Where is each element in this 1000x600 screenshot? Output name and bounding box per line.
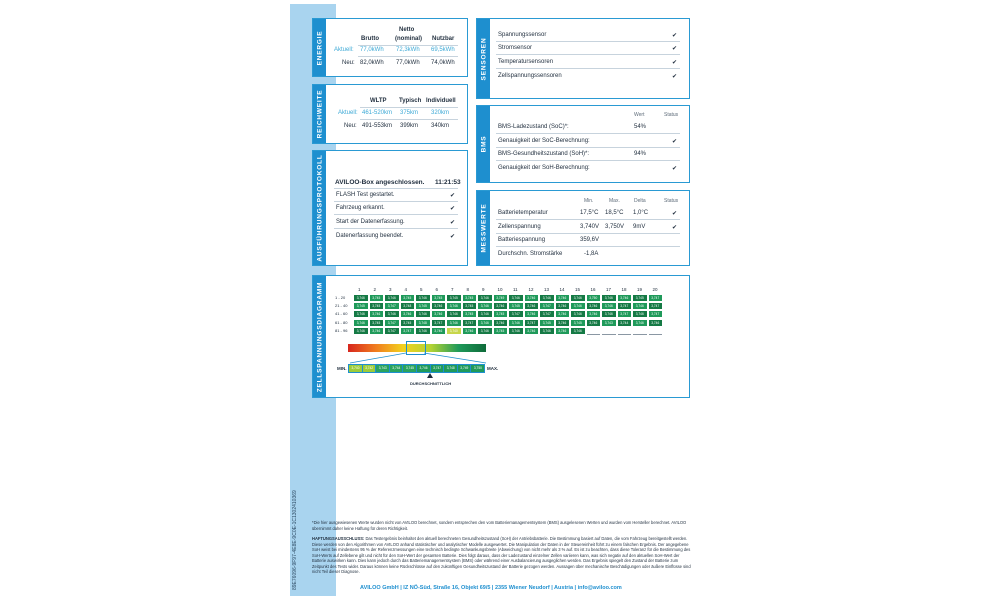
cell-value: 3,745	[370, 320, 384, 326]
average-marker-icon	[427, 373, 433, 378]
cell-value: 3,746	[556, 328, 570, 334]
reichweite-header-individuell: Individuell	[426, 98, 456, 104]
zell-title: ZELLSPANNUNGSDIAGRAMM	[316, 281, 323, 392]
check-icon: ✔	[450, 193, 456, 199]
cell-value: 3,746	[571, 303, 585, 309]
grid-column-number: 9	[482, 287, 485, 292]
messwerte-title: MESSWERTE	[480, 203, 487, 253]
cell-value: 3,747	[618, 303, 632, 309]
protokoll-item: Start der Datenerfassung.	[336, 219, 405, 225]
energie-neu-brutto: 82,0kWh	[360, 60, 384, 66]
grid-column-number: 11	[513, 287, 518, 292]
reichweite-aktuell-individuell: 320km	[431, 110, 450, 116]
empty-cell	[633, 328, 647, 335]
cell-value: 3,746	[447, 320, 461, 326]
empty-cell	[649, 328, 663, 335]
cell-value: 3,745	[401, 295, 415, 301]
protokoll-item: Fahrzeug erkannt.	[336, 205, 385, 211]
cell-value: 3,747	[385, 303, 399, 309]
scale-min-label: MIN.	[337, 366, 347, 371]
bms-title: BMS	[480, 135, 487, 153]
cell-value: 3,746	[416, 295, 430, 301]
cell-value: 3,747	[509, 311, 523, 317]
cell-value: 3,747	[649, 311, 663, 317]
cell-value: 3,746	[478, 328, 492, 334]
grid-row-label: 21 - 40	[335, 303, 348, 309]
cell-value: 3,745	[416, 303, 430, 309]
cell-value: 3,747	[463, 320, 477, 326]
energie-aktuell-netto: 72,3kWh	[396, 47, 420, 53]
cell-value: 3,746	[602, 303, 616, 309]
bms-header-status: Status	[664, 112, 679, 118]
disclaimer-title: HAFTUNGSAUSSCHLUSS:	[312, 536, 365, 541]
messwerte-zell-min: 3,740V	[580, 224, 600, 230]
cell-value: 3,746	[525, 295, 539, 301]
reichweite-neu-wltp: 491-553km	[362, 123, 393, 129]
cell-value: 3,746	[587, 311, 601, 317]
scale-value: 3,749	[458, 365, 471, 372]
grid-column-number: 16	[590, 287, 596, 292]
cell-value: 3,746	[571, 311, 585, 317]
sensoren-title: SENSOREN	[480, 37, 487, 80]
cell-value: 3,746	[525, 328, 539, 334]
cell-value: 3,747	[401, 328, 415, 334]
energie-neu-label: Neu:	[342, 60, 355, 66]
grid-column-number: 20	[652, 287, 658, 292]
cell-value: 3,747	[540, 303, 554, 309]
grid-column-number: 1	[358, 287, 361, 292]
messwerte-header-delta: Delta	[634, 198, 646, 204]
energie-header-brutto: Brutto	[361, 36, 379, 42]
cell-value: 3,746	[447, 311, 461, 317]
bms-header-wert: Wert	[634, 112, 645, 118]
disclaimer	[312, 536, 694, 575]
grid-column-number: 13	[544, 287, 550, 292]
cell-value: 3,747	[540, 311, 554, 317]
scale-value: 3,744	[390, 365, 403, 372]
cell-value: 3,746	[633, 303, 647, 309]
reichweite-aktuell-typisch: 375km	[400, 110, 419, 116]
cell-value: 3,750	[587, 295, 601, 301]
protokoll-item: FLASH Test gestartet.	[336, 192, 395, 198]
energie-title: ENERGIE	[316, 30, 323, 65]
grid-column-number: 14	[559, 287, 565, 292]
cell-value: 3,746	[432, 311, 446, 317]
reichweite-neu-label: Neu:	[344, 123, 357, 129]
cell-value: 3,746	[432, 328, 446, 334]
empty-cell	[602, 328, 616, 335]
scale-max-label: MAX.	[487, 366, 499, 371]
grid-column-number: 2	[373, 287, 377, 292]
energie-neu-nutzbar: 74,0kWh	[431, 60, 455, 66]
cell-value: 3,749	[494, 295, 508, 301]
grid-column-number: 4	[404, 287, 408, 292]
energie-header-netto: Netto	[399, 27, 415, 33]
check-icon: ✔	[450, 234, 456, 240]
cell-value: 3,746	[401, 311, 415, 317]
messwerte-strom-value: -1,8A	[584, 251, 599, 257]
cell-value: 3,746	[478, 311, 492, 317]
messwerte-zell-max: 3,750V	[605, 224, 625, 230]
cell-value: 3,745	[370, 295, 384, 301]
cell-value: 3,746	[385, 295, 399, 301]
cell-value: 3,746	[370, 328, 384, 334]
cell-value: 3,747	[649, 295, 663, 301]
messwerte-zell-label: Zellenspannung	[498, 224, 541, 230]
cell-value: 3,745	[432, 295, 446, 301]
scale-value: 3,740	[349, 365, 362, 372]
bms-soc-label: BMS-Ladezustand (SoC)*:	[498, 124, 569, 130]
protokoll-head: AVILOO-Box angeschlossen.	[335, 179, 425, 186]
messwerte-batt-label: Batteriespannung	[498, 237, 546, 243]
cell-value: 3,747	[525, 320, 539, 326]
messwerte-batt-value: 359,6V	[580, 237, 600, 243]
cell-value: 3,746	[509, 320, 523, 326]
messwerte-temp-max: 18,5°C	[605, 210, 624, 216]
energie-aktuell-label: Aktuell:	[334, 47, 354, 53]
sensoren-item: Spannungssensor	[498, 32, 547, 38]
bms-soh-label: BMS-Gesundheitszustand (SoH)*:	[498, 151, 590, 157]
grid-column-number: 17	[606, 287, 612, 292]
cell-value: 3,746	[416, 328, 430, 334]
grid-row-label: 61 - 80	[335, 319, 348, 325]
grid-column-number: 19	[637, 287, 643, 292]
cell-value: 3,746	[633, 320, 647, 326]
cell-value: 3,746	[385, 311, 399, 317]
cell-value: 3,747	[649, 303, 663, 309]
cell-value: 3,747	[385, 320, 399, 326]
cell-value: 3,745	[494, 328, 508, 334]
protokoll-time: 11:21:53	[435, 179, 461, 186]
footnote: *Die hier ausgewiesenen Werte wurden nicht von AVILOO berechnet, sondern entsprechen den vom Batteriemanagementsystem (BMS) ausgelesenen Werten und wurden vom Hersteller berechnet. AVILOO übernimmt daher keine Haftung für deren Richtigkeit.	[312, 520, 687, 531]
grid-column-number: 8	[466, 287, 470, 292]
grid-column-number: 12	[528, 287, 534, 292]
cell-value: 3,746	[370, 311, 384, 317]
cell-value: 3,746	[354, 328, 368, 334]
cell-value: 3,746	[525, 311, 539, 317]
cell-value: 3,745	[463, 295, 477, 301]
bms-soc-accuracy-label: Genauigkeit der SoC-Berechnung:	[498, 138, 590, 144]
grid-column-number: 18	[621, 287, 627, 292]
energie-aktuell-brutto: 77,0kWh	[360, 47, 384, 53]
cell-value: 3,746	[494, 303, 508, 309]
messwerte-strom-label: Durchschn. Stromstärke	[498, 251, 563, 257]
messwerte-temp-label: Batterietemperatur	[498, 210, 548, 216]
reichweite-neu-individuell: 340km	[431, 123, 450, 129]
check-icon: ✔	[672, 74, 678, 80]
reichweite-header-wltp: WLTP	[370, 98, 387, 104]
cell-value: 3,743	[602, 320, 616, 326]
grid-column-number: 5	[420, 287, 423, 292]
bms-card	[476, 105, 690, 183]
cell-value: 3,746	[649, 320, 663, 326]
cell-value: 3,746	[618, 295, 632, 301]
cell-value: 3,746	[587, 320, 601, 326]
messwerte-header-min: Min.	[584, 198, 594, 204]
cell-value: 3,746	[556, 303, 570, 309]
cell-value: 3,746	[540, 328, 554, 334]
cell-value: 3,745	[540, 320, 554, 326]
cell-value: 3,746	[354, 320, 368, 326]
cell-value: 3,748	[416, 320, 430, 326]
cell-value: 3,740	[447, 328, 461, 334]
cell-value: 3,747	[432, 320, 446, 326]
protokoll-item: Datenerfassung beendet.	[336, 233, 404, 239]
average-label: DURCHSCHNITTLICH	[410, 381, 452, 386]
reichweite-aktuell-wltp: 461-520km	[362, 110, 393, 116]
messwerte-header-max: Max.	[609, 198, 620, 204]
zoom-lines	[348, 352, 488, 364]
sensoren-item: Temperatursensoren	[498, 59, 554, 65]
energie-header-nutzbar: Nutzbar	[432, 36, 455, 42]
scale-value: 3,746	[417, 365, 430, 372]
grid-column-number: 15	[575, 287, 581, 292]
cell-value: 3,745	[401, 320, 415, 326]
cell-value: 3,746	[525, 303, 539, 309]
check-icon: ✔	[450, 206, 456, 212]
check-icon: ✔	[672, 46, 678, 52]
cell-value: 3,746	[509, 328, 523, 334]
empty-cell	[618, 328, 632, 335]
messwerte-temp-min: 17,5°C	[580, 210, 599, 216]
scale-value: 3,743	[376, 365, 389, 372]
document-id: 89E76096-9F97-4E8E-9C0E-1C1302410369	[292, 490, 298, 590]
reichweite-title: REICHWEITE	[316, 89, 323, 139]
cell-value: 3,744	[618, 320, 632, 326]
check-icon: ✔	[672, 211, 678, 217]
cell-value: 3,746	[354, 311, 368, 317]
cell-value: 3,745	[571, 320, 585, 326]
check-icon: ✔	[450, 220, 456, 226]
check-icon: ✔	[672, 139, 678, 145]
cell-value: 3,745	[463, 311, 477, 317]
grid-row-label: 1 - 20	[335, 295, 346, 300]
cell-value: 3,745	[463, 303, 477, 309]
grid-column-number: 3	[389, 287, 392, 292]
cell-value: 3,746	[447, 303, 461, 309]
messwerte-zell-delta: 9mV	[633, 224, 646, 230]
cell-value: 3,745	[354, 303, 368, 309]
messwerte-header-status: Status	[664, 198, 679, 204]
cell-value: 3,747	[618, 311, 632, 317]
cell-value: 3,746	[602, 311, 616, 317]
check-icon: ✔	[672, 33, 678, 39]
cell-value: 3,745	[509, 303, 523, 309]
grid-column-number: 6	[435, 287, 439, 292]
cell-value: 3,746	[416, 311, 430, 317]
protokoll-title: AUSFÜHRUNGSPROTOKOLL	[316, 154, 323, 262]
check-icon: ✔	[672, 225, 678, 231]
scale-value: 3,748	[444, 365, 457, 372]
grid-column-number: 7	[451, 287, 454, 292]
cell-value: 3,748	[401, 303, 415, 309]
grid-column-number: 10	[497, 287, 503, 292]
cell-value: 3,746	[432, 303, 446, 309]
empty-cell	[587, 328, 601, 335]
cell-value: 3,746	[540, 295, 554, 301]
cell-value: 3,746	[354, 295, 368, 301]
cell-value: 3,745	[633, 295, 647, 301]
cell-value: 3,747	[385, 328, 399, 334]
company-line: AVILOO GmbH | IZ NÖ-Süd, Straße 16, Objekt 69/5 | 2355 Wiener Neudorf | Austria | info@aviloo.com	[360, 585, 622, 591]
disclaimer-text: Das Testergebnis beinhaltet den aktuell berechneten Gesundheitszustand (SoH) der Antriebsbatterie. Die Bestimmung basiert auf Daten, die vom Fahrzeug bereitgestellt werden. Diese werden von den Algorithmen von AVILOO anhand statistischer und analytischer Modelle ausgewertet. Die Manipulation der Daten in der Steuereinheit führt zu einem falschen Ergebnis. Der angegebene SoH weist bei mindestens 95 % der Referenzmessungen eine technisch bedingte Schwankungsbreite (Abweichung) von nicht mehr als 3 % auf. Es ist zu beachten, dass diese Toleranz für die Bestimmung des SoH-Werts auf Zellebene gilt und nicht für den SoH-Wert der gesamten Batterie. Dies folgt daraus, dass der Ladezustand einzelner Zellen variieren kann, was sich negativ auf den aktuellen SoH-Wert der Batterie auswirken kann. Dies kann jedoch durch das Batteriemanagementsystem (BMS) oder während einer Ausbalancierung ausgeglichen werden. Das Ergebnis spiegelt den Zustand der Batterie zum Zeitpunkt des Tests wider. Daraus können keine Rückschlüsse auf den zukünftigen Gesundheitszustand der Batterie gezogen werden. Aussagen über mechanische Beschädigungen oder äußere Einflüsse sind nicht Teil dieser Diagnose.	[312, 536, 691, 574]
check-icon: ✔	[672, 60, 678, 66]
energie-aktuell-nutzbar: 69,5kWh	[431, 47, 455, 53]
grid-row-label: 41 - 60	[335, 311, 348, 317]
sensoren-item: Stromsensor	[498, 45, 533, 51]
cell-value: 3,746	[478, 303, 492, 309]
energie-header-netto-sub: (nominal)	[395, 36, 422, 42]
bms-soh-accuracy-label: Genauigkeit der SoH-Berechnung:	[498, 165, 590, 171]
scale-value: 3,742	[363, 365, 376, 372]
energie-neu-netto: 77,0kWh	[396, 60, 420, 66]
messwerte-temp-delta: 1,0°C	[633, 210, 649, 216]
zell-card	[312, 275, 690, 398]
cell-value: 3,745	[370, 303, 384, 309]
cell-value: 3,746	[571, 295, 585, 301]
cell-value: 3,746	[571, 328, 585, 334]
cell-value: 3,746	[463, 328, 477, 334]
cell-value: 3,746	[556, 320, 570, 326]
cell-value: 3,746	[478, 320, 492, 326]
cell-value: 3,746	[556, 311, 570, 317]
cell-value: 3,746	[587, 303, 601, 309]
cell-value: 3,746	[494, 320, 508, 326]
scale-value: 3,747	[431, 365, 444, 372]
scale-value: 3,745	[403, 365, 416, 372]
cell-value: 3,746	[478, 295, 492, 301]
check-icon: ✔	[672, 166, 678, 172]
reichweite-neu-typisch: 399km	[400, 123, 419, 129]
cell-value: 3,746	[633, 311, 647, 317]
grid-row-label: 81 - 96	[335, 327, 348, 333]
cell-value: 3,746	[602, 295, 616, 301]
reichweite-header-typisch: Typisch	[399, 98, 422, 104]
cell-value: 3,745	[447, 295, 461, 301]
reichweite-aktuell-label: Aktuell:	[338, 110, 358, 116]
scale-value: 3,750	[471, 365, 484, 372]
cell-value: 3,745	[494, 311, 508, 317]
cell-value: 3,746	[556, 295, 570, 301]
sensoren-item: Zellspannungssensoren	[498, 73, 562, 79]
bms-soh-value: 94%	[634, 151, 647, 157]
cell-value: 3,746	[509, 295, 523, 301]
bms-soc-value: 54%	[634, 124, 647, 130]
